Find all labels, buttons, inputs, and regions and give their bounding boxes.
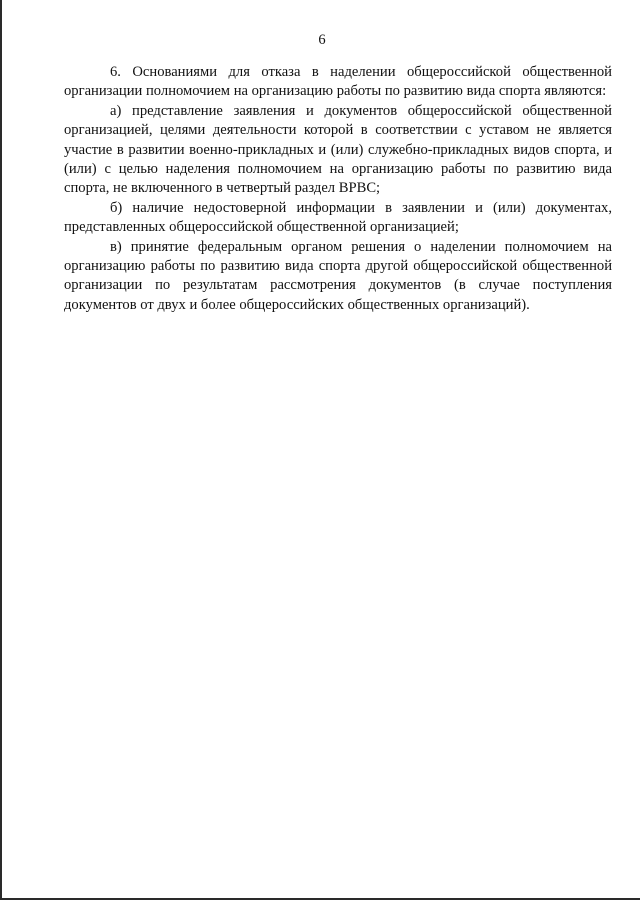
paragraph-item-v: в) принятие федеральным органом решения о наделении полномочием на организацию работы по развитию вида спорта другой общероссийской общественной организации по результатам рассмотрения документов (в случае поступления документов от двух и более общероссийских общественных организаций).	[64, 238, 612, 313]
paragraph-item-a: а) представление заявления и документов общероссийской общественной организацией, целями деятельности которой в соответствии с уставом не является участие в развитии военно-прикладных и (или) служебно-прикладных видов спорта, и (или) с целью наделения полномочием на организацию работы по развитию вида спорта, не включенного в четвертый раздел ВРВС;	[64, 102, 612, 197]
paragraph-6-intro: 6. Основаниями для отказа в наделении общероссийской общественной организации полномочием на организацию работы по развитию вида спорта являются:	[64, 64, 612, 100]
page-number: 6	[318, 32, 326, 48]
paragraph-item-b: б) наличие недостоверной информации в заявлении и (или) документах, представленных общероссийской общественной организацией;	[64, 199, 612, 236]
document-body	[64, 63, 612, 315]
